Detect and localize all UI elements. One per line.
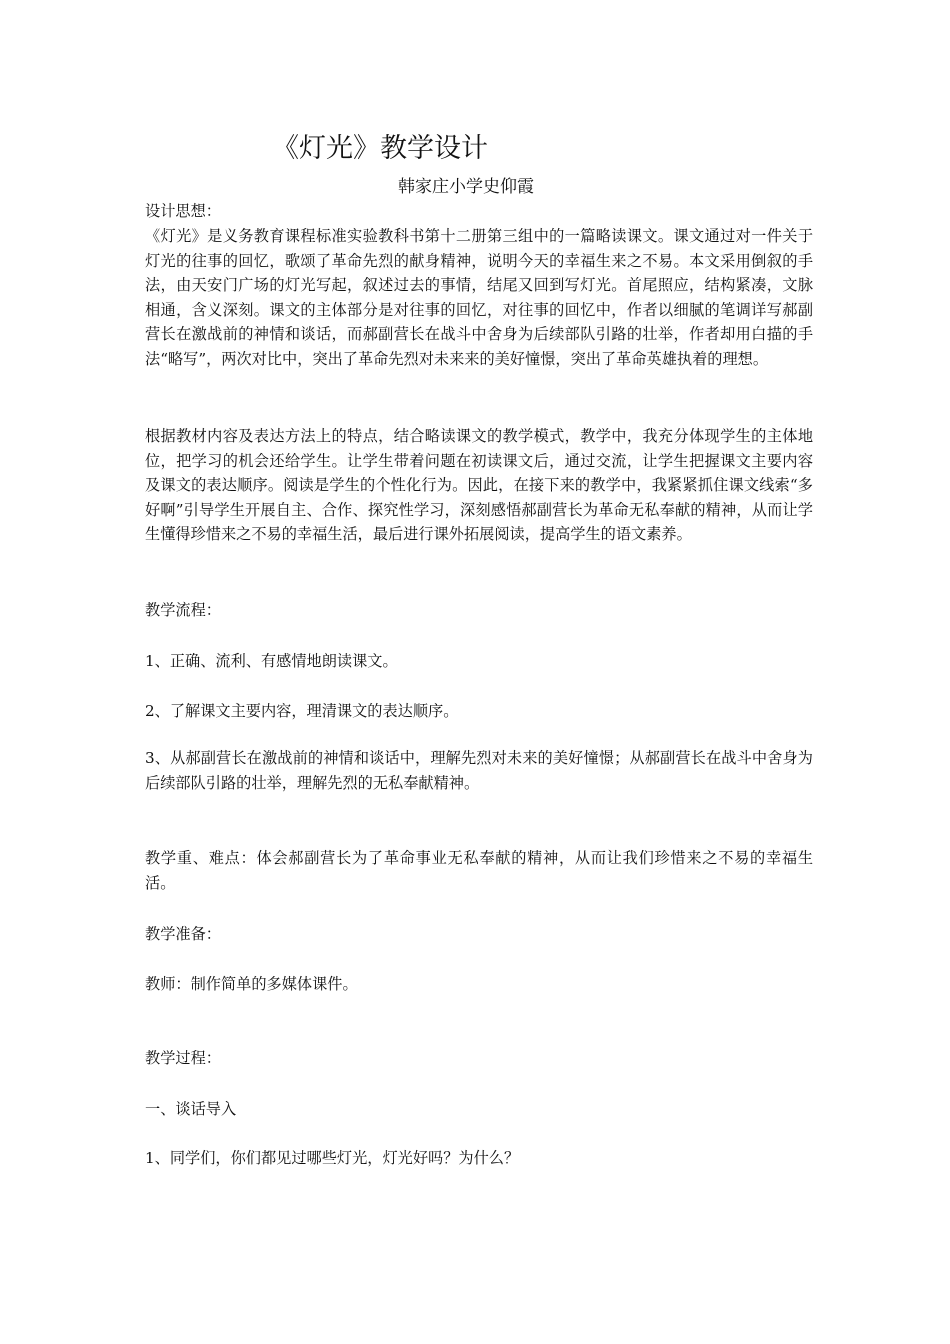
- key-points: 教学重、难点：体会郝副营长为了革命事业无私奉献的精神，从而让我们珍惜来之不易的幸福生活。: [145, 849, 813, 892]
- prep-heading: 教学准备：: [145, 925, 221, 943]
- flow-item-3: 3、从郝副营长在激战前的神情和谈话中，理解先烈对未来的美好憧憬；从郝副营长在战斗中舍身为后续部队引路的壮举，理解先烈的无私奉献精神。: [145, 749, 813, 792]
- design-heading: 设计思想：: [145, 202, 221, 220]
- step-1-item-1: 1、同学们，你们都见过哪些灯光，灯光好吗？为什么？: [145, 1149, 520, 1167]
- flow-item-1: 1、正确、流利、有感情地朗读课文。: [145, 652, 398, 670]
- prep-teacher: 教师：制作简单的多媒体课件。: [145, 975, 358, 993]
- document-author: 韩家庄小学史仰霞: [398, 177, 534, 197]
- flow-item-2: 2、了解课文主要内容，理清课文的表达顺序。: [145, 702, 459, 720]
- flow-heading: 教学流程：: [145, 601, 221, 619]
- process-heading: 教学过程：: [145, 1049, 221, 1067]
- document-title: 《灯光》教学设计: [272, 133, 488, 164]
- design-paragraph-2: 根据教材内容及表达方法上的特点，结合略读课文的教学模式，教学中，我充分体现学生的主体地位，把学习的机会还给学生。让学生带着问题在初读课文后，通过交流，让学生把握课文主要内容及课文的表达顺序。阅读是学生的个性化行为。因此，在接下来的教学中，我紧紧抓住课文线索“多好啊”引导学生开展自主、合作、探究性学习，深刻感悟郝副营长为革命无私奉献的精神，从而让学生懂得珍惜来之不易的幸福生活，最后进行课外拓展阅读，提高学生的语文素养。: [145, 427, 813, 543]
- step-1-heading: 一、谈话导入: [145, 1100, 237, 1118]
- design-paragraph-1: 《灯光》是义务教育课程标准实验教科书第十二册第三组中的一篇略读课文。课文通过对一件关于灯光的往事的回忆，歌颂了革命先烈的献身精神，说明今天的幸福生来之不易。本文采用倒叙的手法，由天安门广场的灯光写起，叙述过去的事情，结尾又回到写灯光。首尾照应，结构紧凑，文脉相通，含义深刻。课文的主体部分是对往事的回忆，对往事的回忆中，作者以细腻的笔调详写郝副营长在激战前的神情和谈话，而郝副营长在战斗中舍身为后续部队引路的壮举，作者却用白描的手法“略写”，两次对比中，突出了革命先烈对未来来的美好憧憬，突出了革命英雄执着的理想。: [145, 227, 813, 368]
